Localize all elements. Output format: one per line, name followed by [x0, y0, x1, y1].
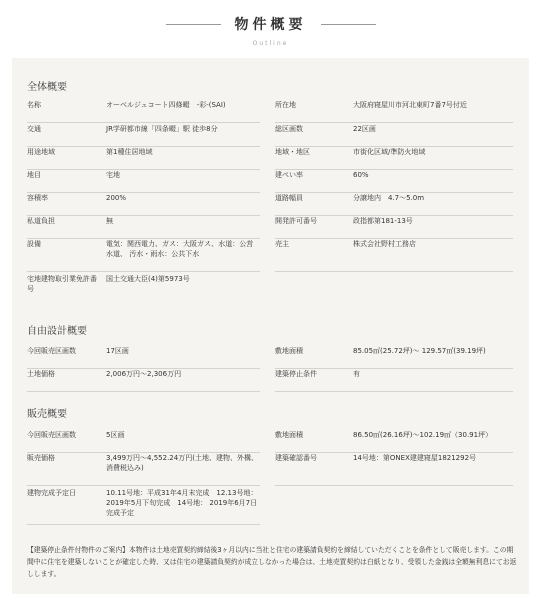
row-value: 5区画	[106, 431, 125, 439]
row-label: 今回販売区画数	[27, 347, 76, 355]
table-row	[27, 369, 260, 392]
row-label: 地目	[27, 171, 41, 179]
table-row	[27, 100, 260, 123]
table-row	[275, 124, 513, 147]
row-label: 道路幅員	[275, 194, 303, 202]
row-label: 所在地	[275, 101, 296, 109]
row-value: 85.05㎡(25.72坪)〜 129.57㎡(39.19坪)	[353, 347, 486, 355]
row-label: 敷地面積	[275, 431, 303, 439]
row-value: 政指都第181-13号	[353, 217, 413, 225]
row-label: 容積率	[27, 194, 48, 202]
title-left-rule	[166, 24, 221, 25]
table-row	[275, 239, 513, 272]
row-value: 10.11号地：平成31年4月末完成 12.13号地： 2019年5月下旬完成 14号地： 2019年6月7日完成予定	[106, 489, 258, 517]
table-row	[27, 147, 260, 170]
row-label: 敷地面積	[275, 347, 303, 355]
row-value: オーベルジュコート四條畷 -彩-(SAI)	[106, 101, 226, 109]
table-row	[27, 346, 260, 369]
row-label: 土地価格	[27, 370, 55, 378]
row-value: 電気：関西電力、ガス：大阪ガス、水道：公営水道、 汚水・雨水：公共下水	[106, 240, 254, 258]
row-label: 建物完成予定日	[27, 489, 76, 497]
table-row	[275, 100, 513, 123]
table-row	[27, 216, 260, 239]
sales-section-title: 販売概要	[27, 409, 67, 420]
table-row	[27, 239, 260, 272]
table-row	[27, 170, 260, 193]
row-value: 宅地	[106, 171, 120, 179]
table-row	[275, 369, 513, 392]
row-label: 今回販売区画数	[27, 431, 76, 439]
row-label: 用途地域	[27, 148, 55, 156]
condition-notice: 【建築停止条件付物件のご案内】本物件は土地売買契約締結後3ヶ月以内に当社と住宅の建築請負契約を締結していただくことを条件として販売します。この期間中に住宅を建築しないことが確定した時、又は住宅の建築請負契約が成立しなかった場合は、土地売買契約は白紙となり、受領した金銭は全額無利息にてお返しします。	[27, 546, 517, 578]
row-value: 無	[106, 217, 113, 225]
free-design-section-title: 自由設計概要	[27, 326, 87, 337]
row-value: 国土交通大臣(4)第5973号	[106, 275, 190, 283]
row-value: 200%	[106, 194, 127, 202]
table-row	[275, 216, 513, 239]
row-value: JR学研都市線「四条畷」駅 徒歩8分	[106, 125, 218, 133]
title-row	[0, 14, 541, 34]
row-label: 売主	[275, 240, 289, 248]
title-right-rule	[321, 24, 376, 25]
row-label: 地域・地区	[275, 148, 310, 156]
outline-panel	[12, 58, 529, 594]
table-row	[275, 346, 513, 369]
table-row	[275, 170, 513, 193]
table-row	[275, 453, 513, 486]
row-label: 販売価格	[27, 454, 55, 462]
table-row	[27, 124, 260, 147]
row-value: 22区画	[353, 125, 376, 133]
row-value: 17区画	[106, 347, 129, 355]
table-row	[275, 430, 513, 453]
row-label: 私道負担	[27, 217, 55, 225]
row-value: 分譲地内 4.7〜5.0m	[353, 194, 425, 202]
table-row	[27, 430, 260, 453]
overview-section-title: 全体概要	[27, 82, 67, 93]
row-label: 設備	[27, 240, 41, 248]
row-label: 建築確認番号	[275, 454, 317, 462]
table-row	[27, 274, 260, 304]
page-title: 物件概要	[234, 17, 307, 33]
table-row	[275, 193, 513, 216]
row-label: 総区画数	[275, 125, 303, 133]
row-value: 2,006万円〜2,306万円	[106, 370, 182, 378]
row-label: 名称	[27, 101, 41, 109]
table-row	[27, 488, 260, 525]
row-label: 建築停止条件	[275, 370, 317, 378]
row-value: 株式会社野村工務店	[353, 240, 416, 248]
row-label: 建ぺい率	[275, 171, 303, 179]
table-row	[27, 453, 260, 486]
row-value: 3,499万円〜4,552.24万円(土地、建物、外構、消費税込み)	[106, 454, 258, 472]
page-subtitle: Outline	[252, 40, 289, 47]
row-label: 宅地建物取引業免許番号	[27, 275, 97, 293]
page-header	[0, 0, 541, 58]
row-value: 有	[353, 370, 360, 378]
row-label: 交通	[27, 125, 41, 133]
row-label: 開発許可番号	[275, 217, 317, 225]
row-value: 市街化区域/準防火地域	[353, 148, 426, 156]
table-row	[275, 147, 513, 170]
table-row	[27, 193, 260, 216]
row-value: 14号地：第ONEX建建寝屋1821292号	[353, 454, 477, 462]
row-value: 第1種住居地域	[106, 148, 153, 156]
row-value: 60%	[353, 171, 369, 179]
row-value: 大阪府寝屋川市河北東町7番7号付近	[353, 101, 467, 109]
row-value: 86.50㎡(26.16坪)〜102.19㎡（30.91坪）	[353, 431, 493, 439]
